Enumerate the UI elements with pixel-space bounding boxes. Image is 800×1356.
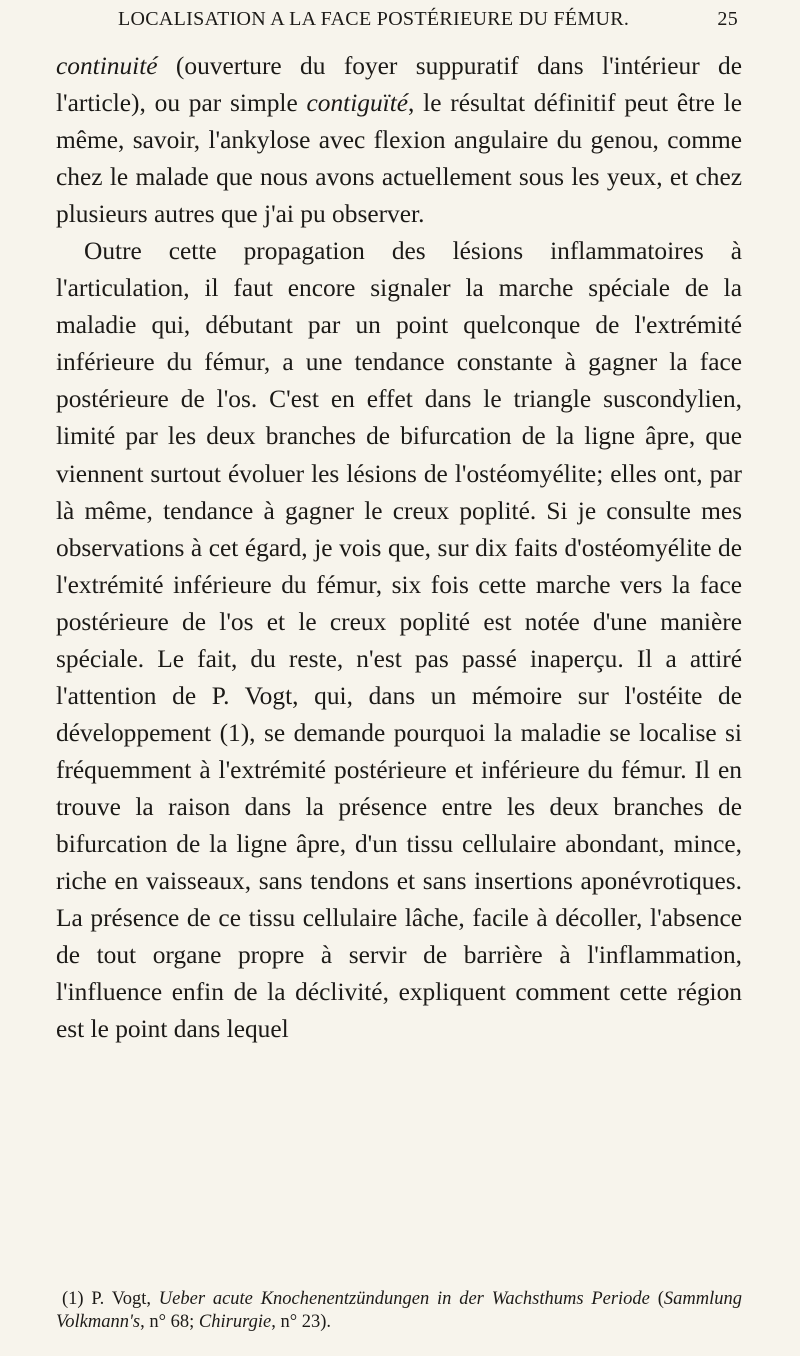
italic-text-segment: Chirurgie	[198, 1312, 272, 1332]
paragraph	[56, 48, 742, 233]
text-segment: , n° 23).	[271, 1312, 332, 1332]
italic-text-segment: contiguïté	[306, 89, 409, 118]
italic-text-segment: Ueber acute Knochenentzündungen in der Wachsthums Periode	[158, 1289, 650, 1309]
text-segment: , n° 68;	[140, 1312, 199, 1332]
text-segment: (	[649, 1289, 664, 1309]
text-segment: (1) P. Vogt,	[62, 1289, 159, 1309]
text-segment: (ouverture du foyer suppuratif dans l'intérieur de l'article), ou par simple	[56, 52, 742, 118]
footnote	[56, 1288, 742, 1334]
running-head	[118, 8, 738, 38]
italic-text-segment: Sammlung Volkmann's	[56, 1289, 742, 1332]
running-title: LOCALISATION A LA FACE POSTÉRIEURE DU FÉMUR.	[118, 8, 630, 30]
body-text	[56, 48, 742, 1048]
text-segment: Outre cette propagation des lésions inflammatoires à l'articulation, il faut encore signaler la marche spéciale de la maladie qui, débutant par un point quelconque de l'extrémité inférieure du fémur, a une tendance constante à gagner la face postérieure de l'os. C'est en effet dans le triangle suscondylien, limité par les deux branches de bifurcation de la ligne âpre, que viennent surtout évoluer les lésions de l'ostéomyélite; elles ont, par là même, tendance à gagner le creux poplité. Si je consulte mes observations à cet égard, je vois que, sur dix faits d'ostéomyélite de l'extrémité inférieure du fémur, six fois cette marche vers la face postérieure de l'os et le creux poplité est notée d'une manière spéciale. Le fait, du reste, n'est pas passé inaperçu. Il a attiré l'attention de P. Vogt, qui, dans un mémoire sur l'ostéite de développement (1), se demande pourquoi la maladie se localise si fréquemment à l'extrémité postérieure et inférieure du fémur. Il en trouve la raison dans la présence entre les deux branches de bifurcation de la ligne âpre, d'un tissu cellulaire abondant, mince, riche en vaisseaux, sans tendons et sans insertions aponévrotiques. La présence de ce tissu cellulaire lâche, facile à décoller, l'absence de tout organe propre à servir de barrière à l'inflammation, l'influence enfin de la déclivité, expliquent comment cette région est le point dans lequel	[56, 237, 742, 1044]
italic-text-segment: continuité	[56, 52, 158, 80]
paragraph	[56, 233, 742, 1048]
page-number: 25	[717, 8, 738, 30]
text-segment: , le résultat définitif peut être le même, savoir, l'ankylose avec flexion angulaire du genou, comme chez le malade que nous avons actuellement sous les yeux, et chez plusieurs autres que j'ai pu observer.	[56, 89, 743, 229]
